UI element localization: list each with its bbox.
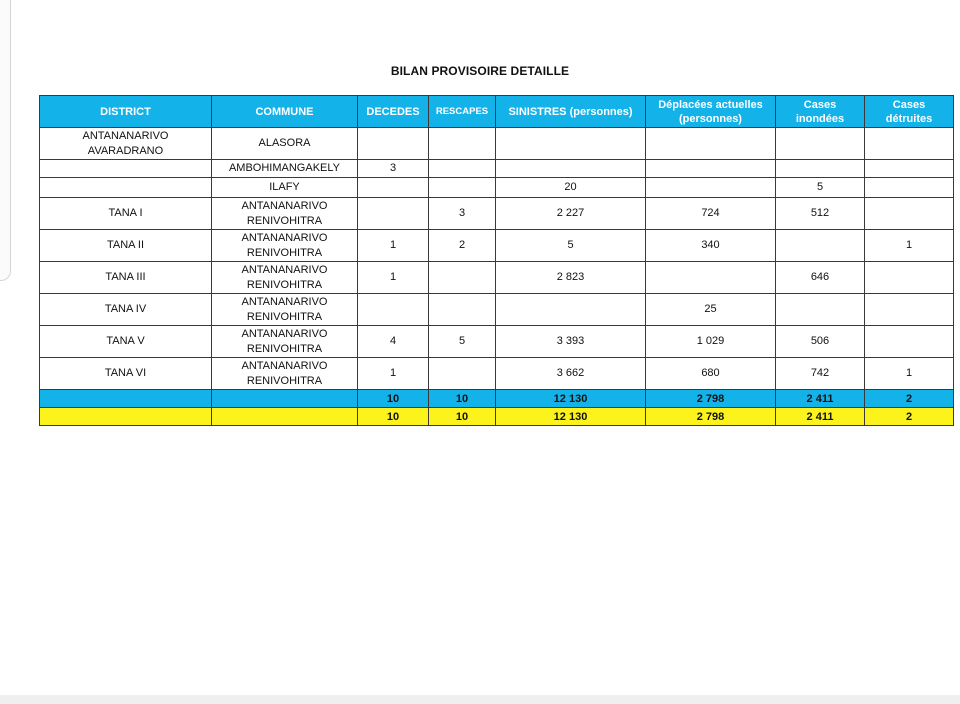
decedes-cell: 3 (358, 160, 429, 178)
district-cell: TANA II (40, 230, 212, 262)
total-cases-detruites-cell: 2 (865, 390, 954, 408)
commune-cell (212, 230, 358, 262)
deplacees-cell: 25 (646, 294, 776, 326)
rescapes-cell (429, 294, 496, 326)
district-cell: TANA IV (40, 294, 212, 326)
total-sinistres-cell: 12 130 (496, 390, 646, 408)
commune-line1: ANTANANARIVO (241, 231, 328, 244)
header-sinistres: SINISTRES (personnes) (496, 96, 646, 128)
table-row (40, 294, 954, 326)
cases-detruites-cell: 1 (865, 358, 954, 390)
rescapes-cell: 5 (429, 326, 496, 358)
sinistres-cell (496, 294, 646, 326)
total-rescapes-cell: 10 (429, 408, 496, 426)
commune-cell: ALASORA (212, 128, 358, 160)
cases-inondees-cell: 512 (776, 198, 865, 230)
total-cases-inondees-cell: 2 411 (776, 390, 865, 408)
commune-line2: RENIVOHITRA (246, 246, 323, 259)
commune-cell: ILAFY (212, 178, 358, 198)
commune-line1: ANTANANARIVO (241, 263, 328, 276)
rescapes-cell (429, 128, 496, 160)
header-cases-detruites (865, 96, 954, 128)
table-row (40, 198, 954, 230)
district-cell: TANA I (40, 198, 212, 230)
total-commune-cell (212, 408, 358, 426)
deplacees-cell: 340 (646, 230, 776, 262)
header-cases-detruites-line2: détruites (885, 112, 933, 125)
cases-detruites-cell (865, 160, 954, 178)
deplacees-cell: 724 (646, 198, 776, 230)
commune-line2: RENIVOHITRA (246, 374, 323, 387)
district-cell (40, 178, 212, 198)
sinistres-cell (496, 160, 646, 178)
commune-line1: ANTANANARIVO (241, 199, 328, 212)
decedes-cell (358, 198, 429, 230)
commune-cell (212, 326, 358, 358)
commune-cell (212, 198, 358, 230)
rescapes-cell (429, 262, 496, 294)
total-decedes-cell: 10 (358, 390, 429, 408)
district-cell (40, 128, 212, 160)
header-rescapes: RESCAPES (429, 96, 496, 128)
cases-detruites-cell (865, 178, 954, 198)
sinistres-cell: 5 (496, 230, 646, 262)
cases-inondees-cell: 742 (776, 358, 865, 390)
cases-inondees-cell: 646 (776, 262, 865, 294)
sinistres-cell: 3 662 (496, 358, 646, 390)
header-decedes: DECEDES (358, 96, 429, 128)
decedes-cell (358, 128, 429, 160)
decedes-cell (358, 178, 429, 198)
total-district-cell (40, 408, 212, 426)
total-rescapes-cell: 10 (429, 390, 496, 408)
commune-line1: ANTANANARIVO (241, 327, 328, 340)
header-cases-detruites-line1: Cases (892, 98, 926, 111)
commune-cell: AMBOHIMANGAKELY (212, 160, 358, 178)
district-cell: TANA VI (40, 358, 212, 390)
table-row (40, 230, 954, 262)
rescapes-cell: 3 (429, 198, 496, 230)
page-edge-mark (0, 0, 11, 281)
cases-inondees-cell (776, 230, 865, 262)
commune-line1: ANTANANARIVO (241, 295, 328, 308)
cases-detruites-cell (865, 128, 954, 160)
district-cell (40, 160, 212, 178)
header-commune: COMMUNE (212, 96, 358, 128)
sinistres-cell: 20 (496, 178, 646, 198)
header-deplacees-line1: Déplacées actuelles (658, 98, 763, 111)
district-line1: ANTANANARIVO (82, 129, 169, 142)
total-cases-inondees-cell: 2 411 (776, 408, 865, 426)
commune-line2: RENIVOHITRA (246, 310, 323, 323)
district-line2: AVARADRANO (87, 144, 164, 157)
district-cell: TANA V (40, 326, 212, 358)
deplacees-cell (646, 262, 776, 294)
total-cases-detruites-cell: 2 (865, 408, 954, 426)
commune-cell (212, 294, 358, 326)
rescapes-cell (429, 160, 496, 178)
decedes-cell: 4 (358, 326, 429, 358)
total-row-yellow (40, 408, 954, 426)
district-cell: TANA III (40, 262, 212, 294)
commune-cell (212, 262, 358, 294)
rescapes-cell: 2 (429, 230, 496, 262)
cases-inondees-cell: 506 (776, 326, 865, 358)
commune-line1: ANTANANARIVO (241, 359, 328, 372)
deplacees-cell: 1 029 (646, 326, 776, 358)
total-sinistres-cell: 12 130 (496, 408, 646, 426)
table-row (40, 160, 954, 178)
header-deplacees-line2: (personnes) (679, 112, 742, 125)
table-row (40, 326, 954, 358)
commune-cell (212, 358, 358, 390)
cases-inondees-cell (776, 294, 865, 326)
rescapes-cell (429, 358, 496, 390)
table-row (40, 358, 954, 390)
header-cases-inondees-line1: Cases (803, 98, 837, 111)
cases-inondees-cell: 5 (776, 178, 865, 198)
deplacees-cell (646, 178, 776, 198)
sinistres-cell (496, 128, 646, 160)
deplacees-cell (646, 160, 776, 178)
cases-detruites-cell (865, 198, 954, 230)
header-district: DISTRICT (40, 96, 212, 128)
deplacees-cell: 680 (646, 358, 776, 390)
table-row (40, 262, 954, 294)
total-decedes-cell: 10 (358, 408, 429, 426)
header-cases-inondees (776, 96, 865, 128)
decedes-cell (358, 294, 429, 326)
deplacees-cell (646, 128, 776, 160)
cases-detruites-cell: 1 (865, 230, 954, 262)
decedes-cell: 1 (358, 262, 429, 294)
total-deplacees-cell: 2 798 (646, 390, 776, 408)
sinistres-cell: 2 823 (496, 262, 646, 294)
page-title: BILAN PROVISOIRE DETAILLE (390, 64, 570, 78)
cases-inondees-cell (776, 160, 865, 178)
table-row (40, 178, 954, 198)
total-commune-cell (212, 390, 358, 408)
header-deplacees (646, 96, 776, 128)
header-cases-inondees-line2: inondées (795, 112, 845, 125)
cases-inondees-cell (776, 128, 865, 160)
commune-line2: RENIVOHITRA (246, 214, 323, 227)
total-district-cell (40, 390, 212, 408)
decedes-cell: 1 (358, 358, 429, 390)
cases-detruites-cell (865, 326, 954, 358)
commune-line2: RENIVOHITRA (246, 278, 323, 291)
commune-line2: RENIVOHITRA (246, 342, 323, 355)
decedes-cell: 1 (358, 230, 429, 262)
total-deplacees-cell: 2 798 (646, 408, 776, 426)
total-row-blue (40, 390, 954, 408)
bottom-bar (0, 695, 960, 704)
report-table (39, 95, 954, 426)
rescapes-cell (429, 178, 496, 198)
header-row (40, 96, 954, 128)
table-row (40, 128, 954, 160)
sinistres-cell: 2 227 (496, 198, 646, 230)
sinistres-cell: 3 393 (496, 326, 646, 358)
cases-detruites-cell (865, 294, 954, 326)
cases-detruites-cell (865, 262, 954, 294)
